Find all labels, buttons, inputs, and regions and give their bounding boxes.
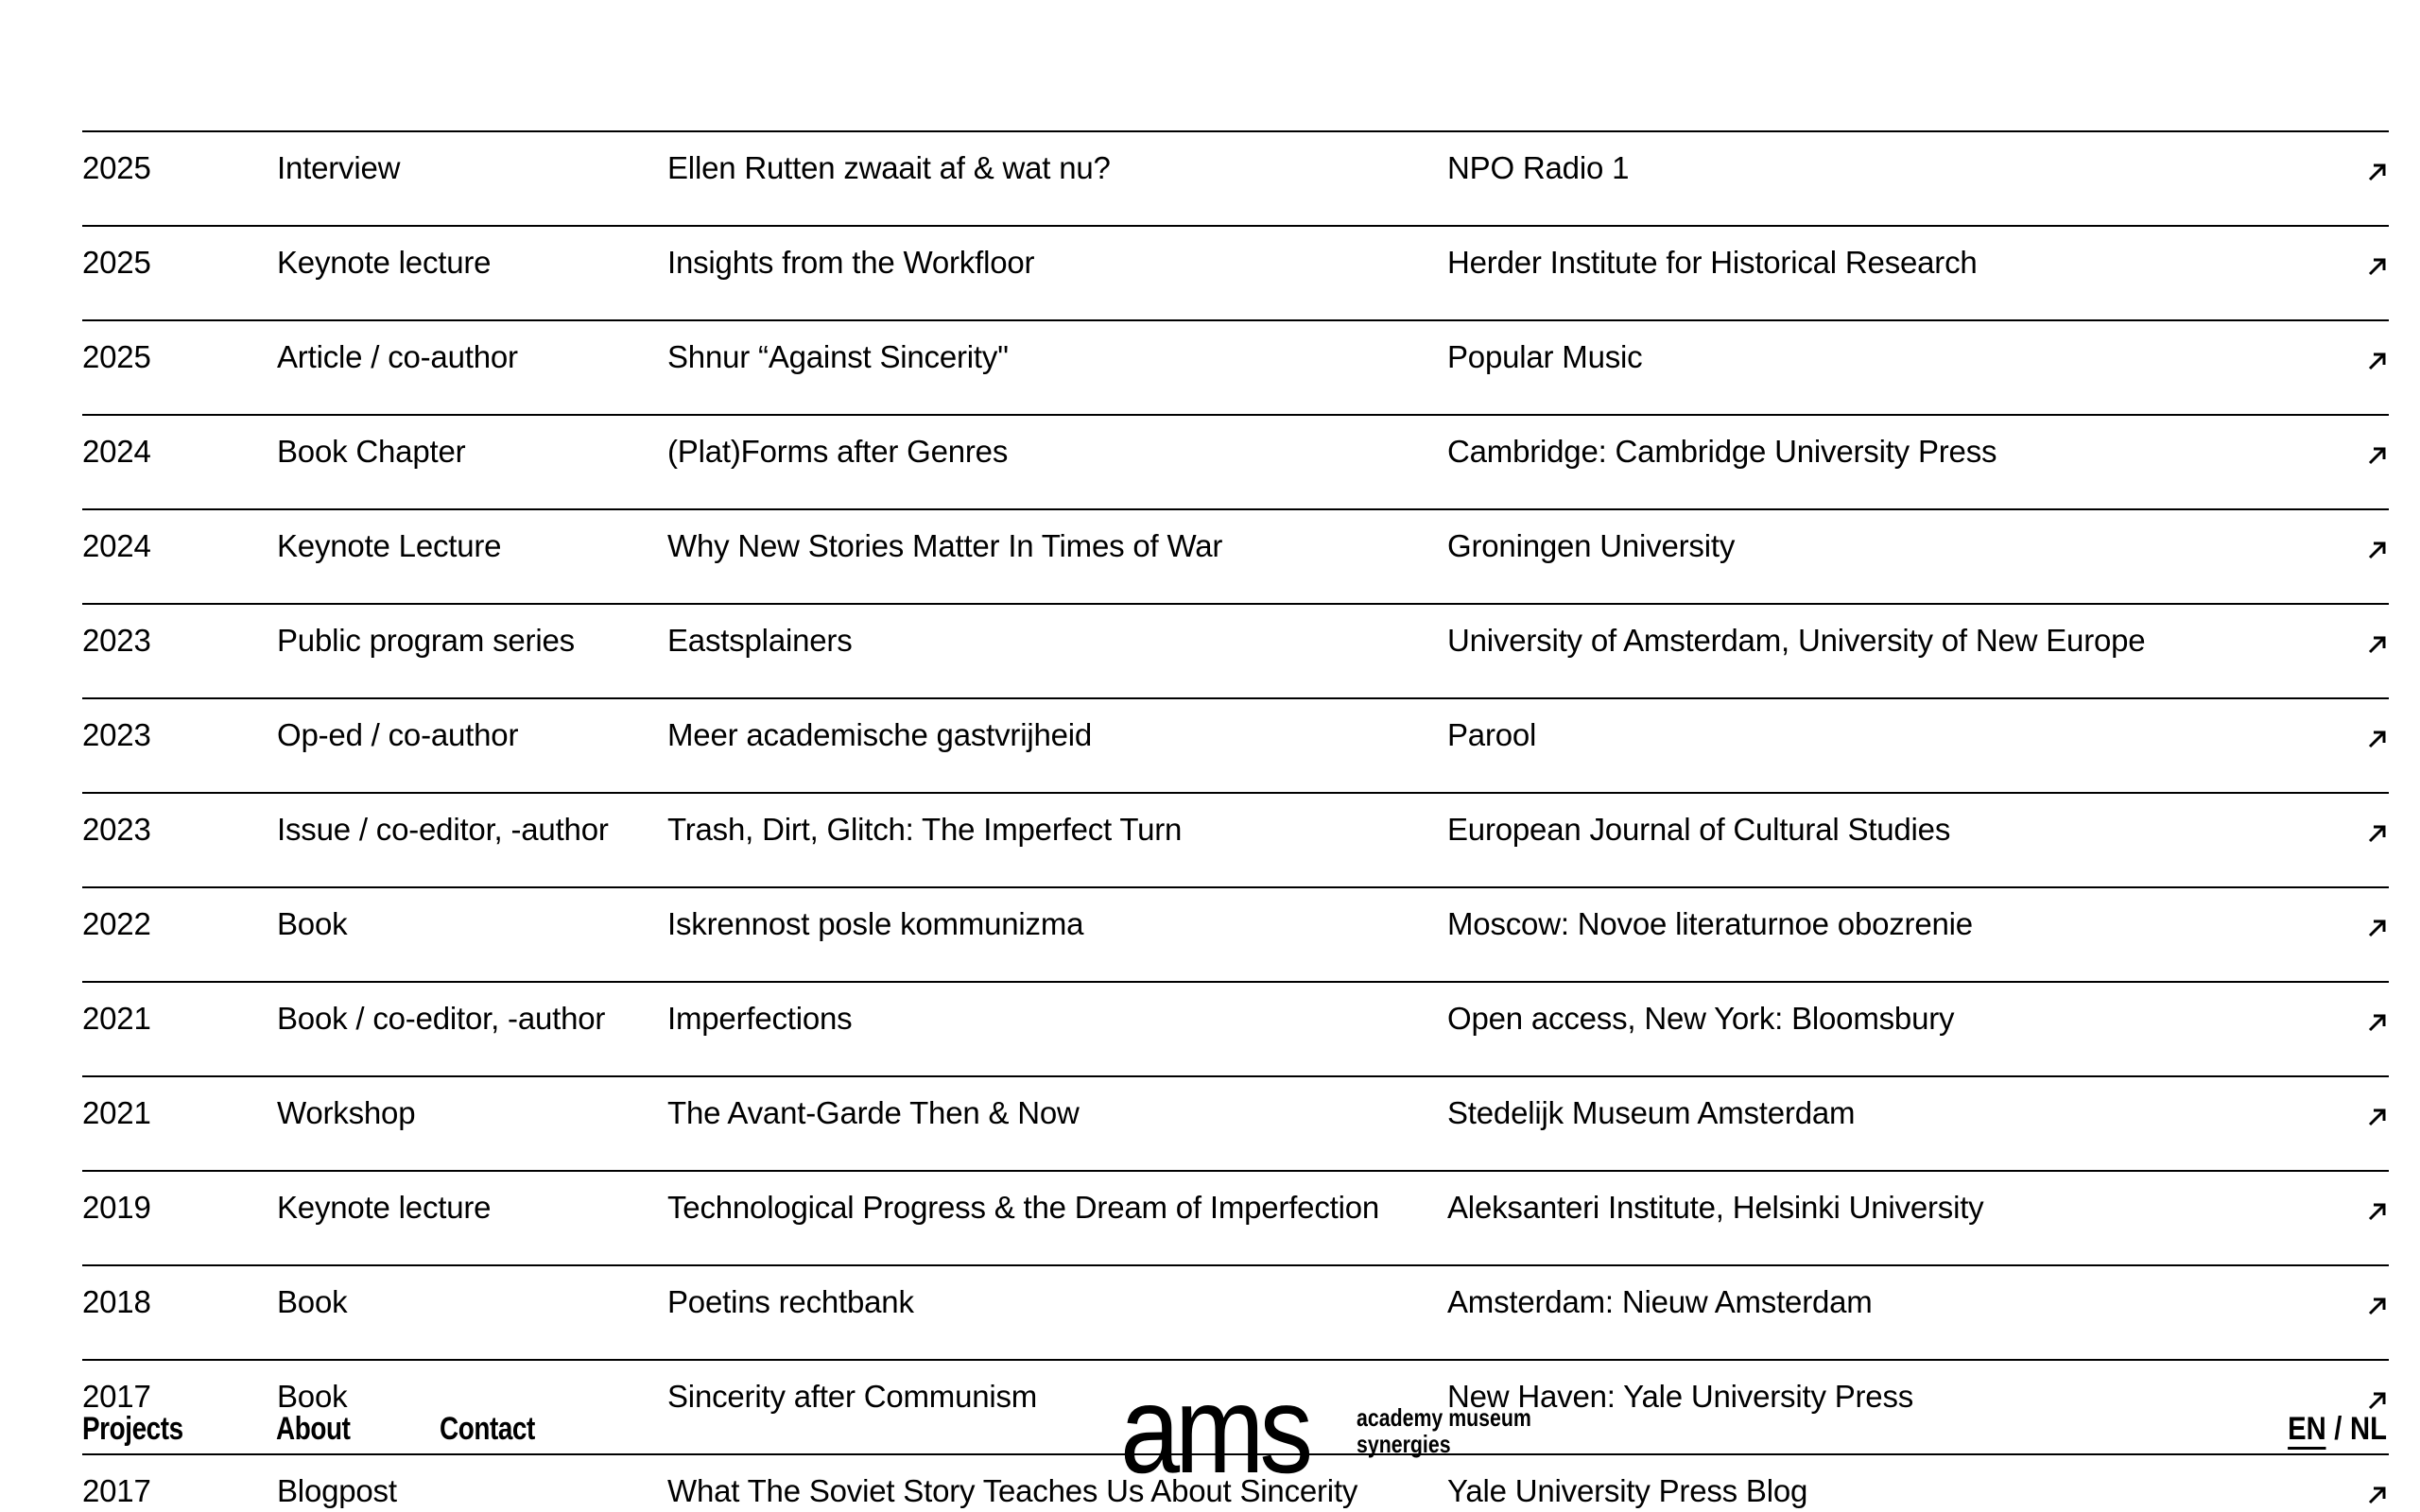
arrow-up-right-icon[interactable]	[2366, 1389, 2389, 1412]
list-item[interactable]	[82, 794, 2389, 888]
logo-subtitle-line2: synergies	[1357, 1430, 1451, 1458]
item-type: Book	[277, 1284, 348, 1319]
item-year: 2025	[82, 339, 151, 374]
item-venue: Cambridge: Cambridge University Press	[1447, 434, 1997, 469]
item-title: Shnur “Against Sincerity"	[667, 339, 1009, 374]
arrow-up-right-icon[interactable]	[2366, 1106, 2389, 1128]
list-item[interactable]	[82, 888, 2389, 983]
item-title: Trash, Dirt, Glitch: The Imperfect Turn	[667, 812, 1183, 847]
arrow-up-right-icon[interactable]	[2366, 539, 2389, 561]
item-venue: European Journal of Cultural Studies	[1447, 812, 1951, 847]
list-item[interactable]	[82, 605, 2389, 699]
lang-nl-link[interactable]: NL	[2350, 1411, 2387, 1447]
list-item[interactable]	[82, 1266, 2389, 1361]
item-year: 2023	[82, 717, 151, 752]
list-item[interactable]	[82, 416, 2389, 510]
item-venue: Groningen University	[1447, 528, 1736, 563]
item-title: What The Soviet Story Teaches Us About Sincerity	[667, 1473, 1358, 1508]
item-type: Book / co-editor, -author	[277, 1001, 606, 1036]
item-year: 2018	[82, 1284, 151, 1319]
item-year: 2022	[82, 906, 151, 941]
item-type: Book	[277, 906, 348, 941]
item-year: 2021	[82, 1095, 151, 1130]
nav-contact-link[interactable]: Contact	[440, 1411, 535, 1447]
item-year: 2023	[82, 623, 151, 658]
arrow-up-right-icon[interactable]	[2366, 728, 2389, 750]
logo-subtitle-line1: academy museum	[1357, 1403, 1531, 1432]
item-title: Meer academische gastvrijheid	[667, 717, 1093, 752]
item-year: 2019	[82, 1190, 151, 1225]
item-title: Sincerity after Communism	[667, 1379, 1038, 1414]
list-item[interactable]	[82, 132, 2389, 227]
item-venue: Stedelijk Museum Amsterdam	[1447, 1095, 1856, 1130]
item-venue: Amsterdam: Nieuw Amsterdam	[1447, 1284, 1873, 1319]
item-title: Technological Progress & the Dream of Imperfection	[667, 1190, 1380, 1225]
item-venue: Yale University Press Blog	[1447, 1473, 1808, 1508]
arrow-up-right-icon[interactable]	[2366, 1011, 2389, 1034]
item-type: Keynote lecture	[277, 1190, 492, 1225]
arrow-up-right-icon[interactable]	[2366, 1295, 2389, 1317]
list-item[interactable]	[82, 1172, 2389, 1266]
arrow-up-right-icon[interactable]	[2366, 1484, 2389, 1506]
publications-list	[82, 130, 2389, 1512]
item-type: Keynote Lecture	[277, 528, 502, 563]
nav-about-link[interactable]: About	[276, 1411, 351, 1447]
item-venue: University of Amsterdam, University of New Europe	[1447, 623, 2146, 658]
item-venue: Open access, New York: Bloomsbury	[1447, 1001, 1955, 1036]
arrow-up-right-icon[interactable]	[2366, 1200, 2389, 1223]
lang-en-link[interactable]: EN	[2288, 1411, 2326, 1450]
arrow-up-right-icon[interactable]	[2366, 444, 2389, 467]
item-venue: Moscow: Novoe literaturnoe obozrenie	[1447, 906, 1973, 941]
item-year: 2024	[82, 528, 151, 563]
item-year: 2025	[82, 245, 151, 280]
item-year: 2023	[82, 812, 151, 847]
item-title: (Plat)Forms after Genres	[667, 434, 1009, 469]
item-type: Blogpost	[277, 1473, 397, 1508]
language-switcher	[2288, 1410, 2387, 1448]
item-venue: Aleksanteri Institute, Helsinki University	[1447, 1190, 1984, 1225]
item-title: Iskrennost posle kommunizma	[667, 906, 1084, 941]
list-item[interactable]	[82, 227, 2389, 321]
item-type: Book	[277, 1379, 348, 1414]
item-type: Workshop	[277, 1095, 416, 1130]
arrow-up-right-icon[interactable]	[2366, 350, 2389, 372]
arrow-up-right-icon[interactable]	[2366, 161, 2389, 183]
item-title: The Avant-Garde Then & Now	[667, 1095, 1080, 1130]
item-year: 2025	[82, 150, 151, 185]
arrow-up-right-icon[interactable]	[2366, 633, 2389, 656]
item-year: 2021	[82, 1001, 151, 1036]
item-type: Op-ed / co-author	[277, 717, 519, 752]
item-title: Why New Stories Matter In Times of War	[667, 528, 1223, 563]
item-title: Imperfections	[667, 1001, 853, 1036]
item-title: Poetins rechtbank	[667, 1284, 914, 1319]
arrow-up-right-icon[interactable]	[2366, 822, 2389, 845]
item-venue: Herder Institute for Historical Research	[1447, 245, 1978, 280]
item-title: Eastsplainers	[667, 623, 853, 658]
item-title: Ellen Rutten zwaait af & wat nu?	[667, 150, 1111, 185]
item-type: Keynote lecture	[277, 245, 492, 280]
arrow-up-right-icon[interactable]	[2366, 917, 2389, 939]
logo-subtitle	[1357, 1404, 1531, 1457]
logo-mark: ams	[1120, 1360, 1308, 1499]
item-year: 2017	[82, 1473, 151, 1508]
item-type: Issue / co-editor, -author	[277, 812, 609, 847]
item-venue: Parool	[1447, 717, 1537, 752]
list-item[interactable]	[82, 1077, 2389, 1172]
item-year: 2024	[82, 434, 151, 469]
list-item[interactable]	[82, 699, 2389, 794]
item-title: Insights from the Workfloor	[667, 245, 1035, 280]
nav-projects-link[interactable]: Projects	[82, 1411, 183, 1447]
item-venue: New Haven: Yale University Press	[1447, 1379, 1914, 1414]
lang-separator: /	[2334, 1411, 2342, 1447]
item-type: Article / co-author	[277, 339, 518, 374]
item-type: Book Chapter	[277, 434, 466, 469]
arrow-up-right-icon[interactable]	[2366, 255, 2389, 278]
item-venue: NPO Radio 1	[1447, 150, 1630, 185]
list-item[interactable]	[82, 510, 2389, 605]
item-type: Interview	[277, 150, 401, 185]
item-type: Public program series	[277, 623, 575, 658]
list-item[interactable]	[82, 321, 2389, 416]
item-year: 2017	[82, 1379, 151, 1414]
item-venue: Popular Music	[1447, 339, 1643, 374]
list-item[interactable]	[82, 983, 2389, 1077]
